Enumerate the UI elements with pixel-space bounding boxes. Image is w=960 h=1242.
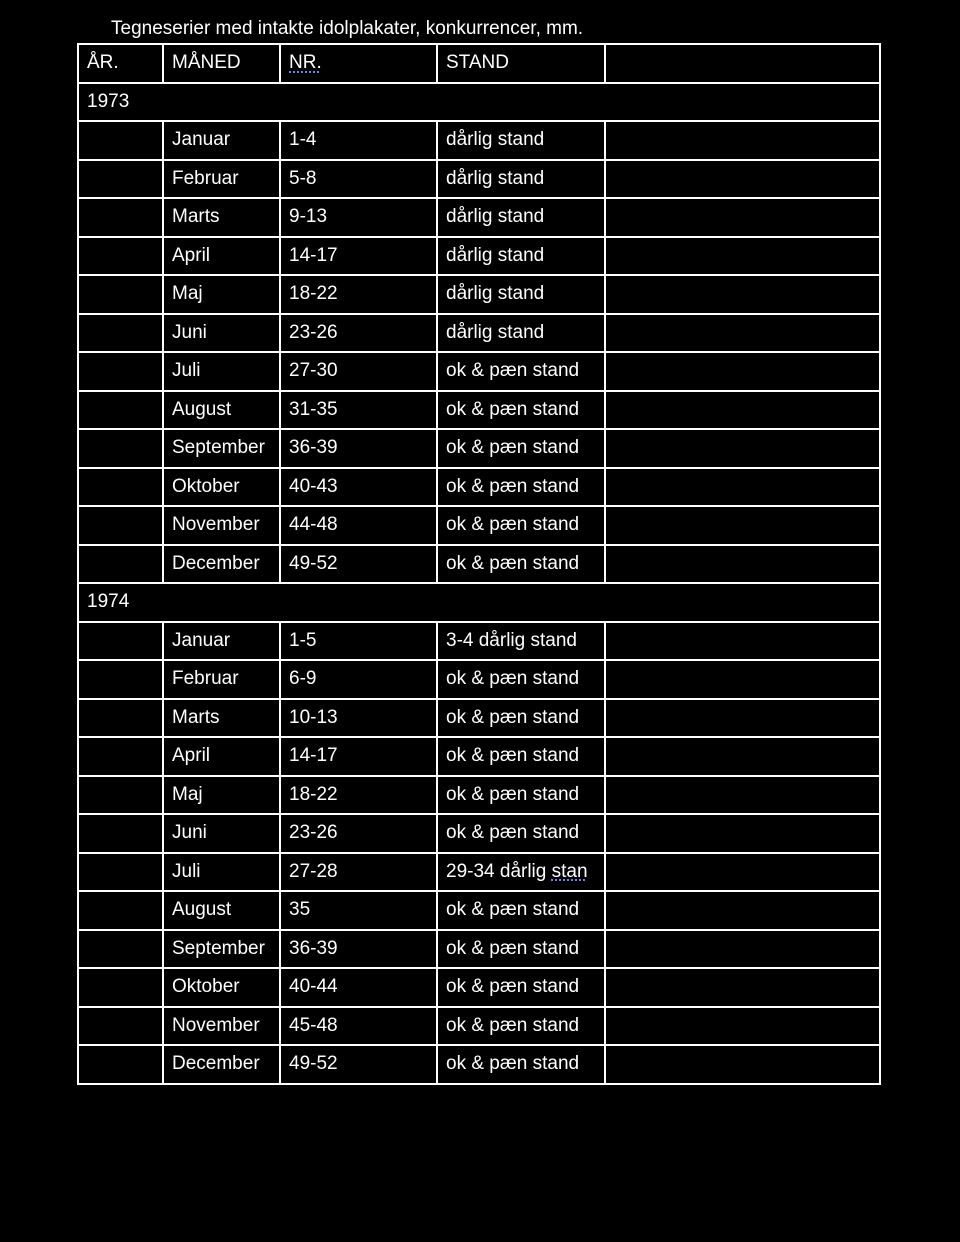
year-empty-cell — [78, 891, 163, 930]
table-row — [78, 699, 880, 738]
condition-cell: ok & pæn stand — [437, 699, 605, 738]
month-cell: November — [163, 1007, 280, 1046]
extra-cell — [605, 506, 880, 545]
extra-cell — [605, 737, 880, 776]
table-row — [78, 737, 880, 776]
year-empty-cell — [78, 853, 163, 892]
extra-cell — [605, 121, 880, 160]
year-empty-cell — [78, 660, 163, 699]
number-cell: 6-9 — [280, 660, 437, 699]
year-cell: 1973 — [78, 83, 880, 122]
number-cell: 23-26 — [280, 814, 437, 853]
year-empty-cell — [78, 737, 163, 776]
month-cell: Maj — [163, 776, 280, 815]
month-cell: Marts — [163, 699, 280, 738]
condition-cell: ok & pæn stand — [437, 1045, 605, 1084]
number-cell: 1-5 — [280, 622, 437, 661]
condition-cell: ok & pæn stand — [437, 930, 605, 969]
header-condition: STAND — [437, 44, 605, 83]
year-empty-cell — [78, 314, 163, 353]
condition-cell: ok & pæn stand — [437, 660, 605, 699]
header-month: MÅNED — [163, 44, 280, 83]
table-row — [78, 352, 880, 391]
header-year: ÅR. — [78, 44, 163, 83]
year-row — [78, 83, 880, 122]
number-cell: 14-17 — [280, 237, 437, 276]
year-empty-cell — [78, 506, 163, 545]
extra-cell — [605, 237, 880, 276]
condition-cell: ok & pæn stand — [437, 1007, 605, 1046]
extra-cell — [605, 198, 880, 237]
comics-table — [77, 43, 881, 1085]
number-cell: 18-22 — [280, 275, 437, 314]
extra-cell — [605, 699, 880, 738]
table-row — [78, 314, 880, 353]
number-cell: 40-43 — [280, 468, 437, 507]
number-cell: 36-39 — [280, 930, 437, 969]
extra-cell — [605, 314, 880, 353]
number-cell: 45-48 — [280, 1007, 437, 1046]
number-cell: 49-52 — [280, 545, 437, 584]
year-empty-cell — [78, 1045, 163, 1084]
header-number — [280, 44, 437, 83]
month-cell: Februar — [163, 160, 280, 199]
condition-cell: ok & pæn stand — [437, 968, 605, 1007]
year-empty-cell — [78, 391, 163, 430]
extra-cell — [605, 468, 880, 507]
table-row — [78, 121, 880, 160]
extra-cell — [605, 352, 880, 391]
month-cell: Maj — [163, 275, 280, 314]
extra-cell — [605, 930, 880, 969]
year-empty-cell — [78, 160, 163, 199]
condition-cell: ok & pæn stand — [437, 468, 605, 507]
extra-cell — [605, 275, 880, 314]
month-cell: April — [163, 237, 280, 276]
condition-cell: ok & pæn stand — [437, 891, 605, 930]
number-cell: 23-26 — [280, 314, 437, 353]
number-cell: 18-22 — [280, 776, 437, 815]
year-row — [78, 583, 880, 622]
year-cell: 1974 — [78, 583, 880, 622]
year-empty-cell — [78, 198, 163, 237]
year-empty-cell — [78, 699, 163, 738]
misspelled-word: stan — [551, 860, 588, 882]
year-empty-cell — [78, 622, 163, 661]
condition-cell: dårlig stand — [437, 198, 605, 237]
year-empty-cell — [78, 1007, 163, 1046]
extra-cell — [605, 891, 880, 930]
month-cell: Januar — [163, 121, 280, 160]
table-row — [78, 891, 880, 930]
month-cell: Oktober — [163, 968, 280, 1007]
table-row — [78, 468, 880, 507]
extra-cell — [605, 391, 880, 430]
table-row — [78, 506, 880, 545]
extra-cell — [605, 968, 880, 1007]
table-row — [78, 930, 880, 969]
table-row — [78, 160, 880, 199]
month-cell: Februar — [163, 660, 280, 699]
month-cell: Januar — [163, 622, 280, 661]
table-row — [78, 1045, 880, 1084]
condition-cell: ok & pæn stand — [437, 506, 605, 545]
extra-cell — [605, 853, 880, 892]
extra-cell — [605, 1007, 880, 1046]
number-cell: 9-13 — [280, 198, 437, 237]
year-empty-cell — [78, 545, 163, 584]
extra-cell — [605, 1045, 880, 1084]
month-cell: December — [163, 1045, 280, 1084]
condition-cell: dårlig stand — [437, 275, 605, 314]
header-row — [78, 44, 880, 83]
number-cell: 27-30 — [280, 352, 437, 391]
month-cell: Juli — [163, 853, 280, 892]
table-row — [78, 429, 880, 468]
condition-cell: 29-34 dårlig stan — [437, 853, 605, 892]
table-row — [78, 853, 880, 892]
condition-cell: dårlig stand — [437, 237, 605, 276]
number-cell: 1-4 — [280, 121, 437, 160]
table-row — [78, 545, 880, 584]
header-extra — [605, 44, 880, 83]
condition-cell: ok & pæn stand — [437, 429, 605, 468]
extra-cell — [605, 545, 880, 584]
extra-cell — [605, 429, 880, 468]
year-empty-cell — [78, 814, 163, 853]
table-row — [78, 1007, 880, 1046]
condition-cell: 3-4 dårlig stand — [437, 622, 605, 661]
extra-cell — [605, 622, 880, 661]
year-empty-cell — [78, 968, 163, 1007]
month-cell: April — [163, 737, 280, 776]
year-empty-cell — [78, 121, 163, 160]
condition-cell: ok & pæn stand — [437, 737, 605, 776]
table-row — [78, 968, 880, 1007]
condition-cell: ok & pæn stand — [437, 352, 605, 391]
condition-cell: dårlig stand — [437, 121, 605, 160]
month-cell: Juni — [163, 814, 280, 853]
number-cell: 44-48 — [280, 506, 437, 545]
month-cell: August — [163, 891, 280, 930]
condition-cell: dårlig stand — [437, 314, 605, 353]
year-empty-cell — [78, 429, 163, 468]
condition-cell: ok & pæn stand — [437, 545, 605, 584]
month-cell: September — [163, 930, 280, 969]
year-empty-cell — [78, 275, 163, 314]
month-cell: Juni — [163, 314, 280, 353]
page-title: Tegneserier med intakte idolplakater, konkurrencer, mm. — [111, 18, 584, 39]
number-cell: 49-52 — [280, 1045, 437, 1084]
table-row — [78, 198, 880, 237]
month-cell: September — [163, 429, 280, 468]
extra-cell — [605, 660, 880, 699]
year-empty-cell — [78, 468, 163, 507]
month-cell: December — [163, 545, 280, 584]
number-cell: 10-13 — [280, 699, 437, 738]
table-row — [78, 622, 880, 661]
year-empty-cell — [78, 776, 163, 815]
month-cell: August — [163, 391, 280, 430]
number-cell: 31-35 — [280, 391, 437, 430]
month-cell: Juli — [163, 352, 280, 391]
number-cell: 5-8 — [280, 160, 437, 199]
table-row — [78, 660, 880, 699]
month-cell: Oktober — [163, 468, 280, 507]
year-empty-cell — [78, 930, 163, 969]
header-number-label: NR. — [289, 52, 322, 74]
year-empty-cell — [78, 352, 163, 391]
table-row — [78, 237, 880, 276]
extra-cell — [605, 776, 880, 815]
condition-cell: ok & pæn stand — [437, 814, 605, 853]
year-empty-cell — [78, 237, 163, 276]
extra-cell — [605, 814, 880, 853]
month-cell: Marts — [163, 198, 280, 237]
number-cell: 14-17 — [280, 737, 437, 776]
number-cell: 27-28 — [280, 853, 437, 892]
condition-cell: dårlig stand — [437, 160, 605, 199]
number-cell: 35 — [280, 891, 437, 930]
number-cell: 40-44 — [280, 968, 437, 1007]
table-row — [78, 776, 880, 815]
number-cell: 36-39 — [280, 429, 437, 468]
table-row — [78, 275, 880, 314]
condition-cell: ok & pæn stand — [437, 776, 605, 815]
month-cell: November — [163, 506, 280, 545]
condition-cell: ok & pæn stand — [437, 391, 605, 430]
table-row — [78, 814, 880, 853]
table-row — [78, 391, 880, 430]
extra-cell — [605, 160, 880, 199]
